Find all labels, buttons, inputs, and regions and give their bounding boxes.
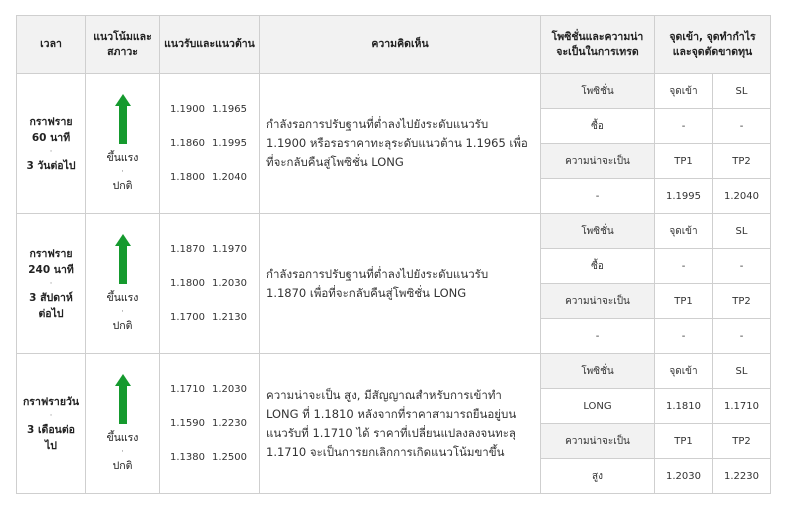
resistance-level: 1.2030 xyxy=(212,383,247,395)
up-arrow-icon xyxy=(115,374,131,424)
timeframe-line: ต่อไป xyxy=(38,307,64,320)
position-value: LONG xyxy=(541,389,655,424)
sl-label: SL xyxy=(713,354,771,389)
tp2-value: 1.2040 xyxy=(713,179,771,214)
entry-value: 1.1810 xyxy=(655,389,713,424)
tp1-label: TP1 xyxy=(655,144,713,179)
support-level: 1.1380 xyxy=(170,451,205,463)
trend-state: ปกติ xyxy=(112,319,133,332)
trend-cell xyxy=(86,214,160,354)
level-row xyxy=(170,407,259,441)
trend-label: ขึ้นแรง xyxy=(106,291,139,304)
comment-cell: กำลังรอการปรับฐานที่ต่ำลงไปยังระดับแนวรับ 1.1870 เพื่อที่จะกลับคืนสู่โพซิชั่น LONG xyxy=(260,214,541,354)
probability-label: ความน่าจะเป็น xyxy=(541,284,655,319)
timeframe-line: · xyxy=(49,146,53,157)
sl-label: SL xyxy=(713,74,771,109)
sl-value: - xyxy=(713,109,771,144)
support-level: 1.1710 xyxy=(170,383,205,395)
header-comment: ความคิดเห็น xyxy=(260,16,541,74)
position-value: ซื้อ xyxy=(541,109,655,144)
signal-table-body xyxy=(17,74,771,494)
support-level: 1.1800 xyxy=(170,171,205,183)
trend-sep: · xyxy=(121,446,124,457)
timeframe-line: · xyxy=(49,410,53,421)
header-entry: จุดเข้า, จุดทำกำไรและจุดตัดขาดทุน xyxy=(655,16,771,74)
entry-label: จุดเข้า xyxy=(655,354,713,389)
resistance-level: 1.2040 xyxy=(212,171,247,183)
comment-cell: กำลังรอการปรับฐานที่ต่ำลงไปยังระดับแนวรับ 1.1900 หรือรอราคาทะลุระดับแนวต้าน 1.1965 เพื่อที่จะกลับคืนสู่โพซิชั่น LONG xyxy=(260,74,541,214)
resistance-level: 1.2130 xyxy=(212,311,247,323)
entry-label: จุดเข้า xyxy=(655,74,713,109)
level-row xyxy=(170,301,259,335)
level-row xyxy=(170,373,259,407)
sl-label: SL xyxy=(713,214,771,249)
probability-value: - xyxy=(541,179,655,214)
timeframe-line: 3 เดือนต่อ xyxy=(27,423,75,436)
signal-table xyxy=(16,15,771,494)
resistance-level: 1.2030 xyxy=(212,277,247,289)
timeframe-line: กราฟราย xyxy=(29,247,73,260)
sl-value: - xyxy=(713,249,771,284)
header-time: เวลา xyxy=(17,16,86,74)
timeframe-line: 60 นาที xyxy=(31,131,71,144)
trend-state: ปกติ xyxy=(112,459,133,472)
table-row xyxy=(17,74,771,109)
tp2-label: TP2 xyxy=(713,424,771,459)
position-label: โพซิชั่น xyxy=(541,214,655,249)
level-row xyxy=(170,441,259,475)
entry-value: - xyxy=(655,109,713,144)
timeframe-line: · xyxy=(49,278,53,289)
support-level: 1.1800 xyxy=(170,277,205,289)
trend-sep: · xyxy=(121,306,124,317)
timeframe-cell xyxy=(17,74,86,214)
up-arrow-icon xyxy=(115,94,131,144)
trend-state: ปกติ xyxy=(112,179,133,192)
resistance-level: 1.1970 xyxy=(212,243,247,255)
support-level: 1.1860 xyxy=(170,137,205,149)
position-label: โพซิชั่น xyxy=(541,354,655,389)
timeframe-cell xyxy=(17,214,86,354)
support-level: 1.1590 xyxy=(170,417,205,429)
timeframe-line: 240 นาที xyxy=(28,263,74,276)
resistance-level: 1.2230 xyxy=(212,417,247,429)
tp2-label: TP2 xyxy=(713,284,771,319)
trend-cell xyxy=(86,354,160,494)
position-value: ซื้อ xyxy=(541,249,655,284)
timeframe-line: ไป xyxy=(45,439,57,452)
header-row xyxy=(17,16,771,74)
position-label: โพซิชั่น xyxy=(541,74,655,109)
tp1-value: 1.1995 xyxy=(655,179,713,214)
levels-cell xyxy=(160,74,260,214)
levels-cell xyxy=(160,214,260,354)
entry-value: - xyxy=(655,249,713,284)
level-row xyxy=(170,127,259,161)
tp1-value: - xyxy=(655,319,713,354)
tp2-value: - xyxy=(713,319,771,354)
tp1-value: 1.2030 xyxy=(655,459,713,494)
trend-label: ขึ้นแรง xyxy=(106,151,139,164)
level-row xyxy=(170,233,259,267)
tp1-label: TP1 xyxy=(655,284,713,319)
levels-cell xyxy=(160,354,260,494)
level-row xyxy=(170,267,259,301)
header-trend: แนวโน้มและสภาวะ xyxy=(86,16,160,74)
support-level: 1.1900 xyxy=(170,103,205,115)
trend-label: ขึ้นแรง xyxy=(106,431,139,444)
resistance-level: 1.2500 xyxy=(212,451,247,463)
level-row xyxy=(170,161,259,195)
header-position: โพซิชั่นและความน่าจะเป็นในการเทรด xyxy=(541,16,655,74)
header-support-resistance: แนวรับและแนวต้าน xyxy=(160,16,260,74)
trend-sep: · xyxy=(121,166,124,177)
probability-value: สูง xyxy=(541,459,655,494)
resistance-level: 1.1995 xyxy=(212,137,247,149)
probability-label: ความน่าจะเป็น xyxy=(541,424,655,459)
up-arrow-icon xyxy=(115,234,131,284)
probability-value: - xyxy=(541,319,655,354)
timeframe-cell xyxy=(17,354,86,494)
resistance-level: 1.1965 xyxy=(212,103,247,115)
support-level: 1.1700 xyxy=(170,311,205,323)
trend-cell xyxy=(86,74,160,214)
sl-value: 1.1710 xyxy=(713,389,771,424)
timeframe-line: 3 สัปดาห์ xyxy=(29,291,73,304)
support-level: 1.1870 xyxy=(170,243,205,255)
timeframe-line: กราฟราย xyxy=(29,115,73,128)
tp2-label: TP2 xyxy=(713,144,771,179)
table-row xyxy=(17,214,771,249)
table-row xyxy=(17,354,771,389)
timeframe-line: 3 วันต่อไป xyxy=(26,159,76,172)
probability-label: ความน่าจะเป็น xyxy=(541,144,655,179)
tp1-label: TP1 xyxy=(655,424,713,459)
tp2-value: 1.2230 xyxy=(713,459,771,494)
entry-label: จุดเข้า xyxy=(655,214,713,249)
level-row xyxy=(170,93,259,127)
comment-cell: ความน่าจะเป็น สูง, มีสัญญาณสำหรับการเข้าทำ LONG ที่ 1.1810 หลังจากที่ราคาสามารถยืนอยู่บนแนวรับที่ 1.1710 ได้ ราคาที่เปลี่ยนแปลงลงจนทะลุ 1.1710 จะเป็นการยกเลิกการเกิดแนวโน้มขาขึ้น xyxy=(260,354,541,494)
timeframe-line: กราฟรายวัน xyxy=(22,395,80,408)
